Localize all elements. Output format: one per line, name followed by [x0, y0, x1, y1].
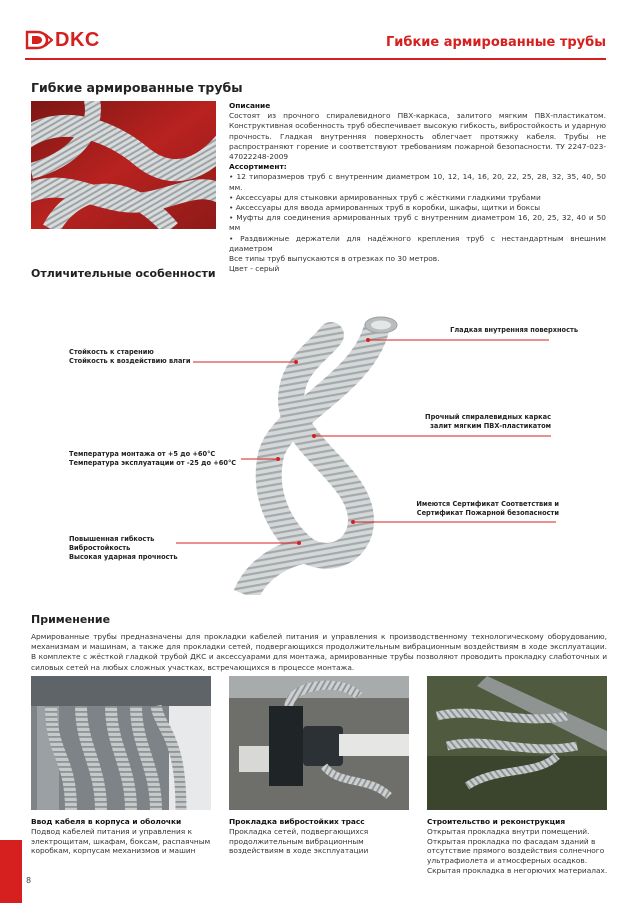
dkc-logo-icon: [25, 30, 53, 50]
feature-line: Гладкая внутренняя поверхность: [450, 326, 578, 334]
feature-line: Имеются Сертификат Соответствия и: [416, 500, 559, 508]
page-header: [0, 0, 638, 62]
feature-label-aging: [69, 348, 190, 366]
photo-cabinet-entry: [31, 676, 211, 810]
header-divider: [25, 58, 606, 60]
caption-line: Прокладка сетей, подвергающихся: [229, 826, 369, 836]
caption-line: Открытая прокладка по фасадам зданий в: [427, 836, 596, 846]
caption-line: Скрытая прокладка в негорючих материалах.: [427, 865, 608, 875]
feature-line: Сертификат Пожарной безопасности: [416, 509, 559, 517]
feature-line: Повышенная гибкость: [69, 535, 155, 543]
caption-line: воздействиям в ходе эксплуатации: [229, 846, 369, 856]
color-note: Цвет - серый: [229, 264, 280, 274]
length-note: Все типы труб выпускаются в отрезках по 30 метров.: [229, 254, 440, 264]
description-block: [229, 101, 606, 274]
feature-label-smooth-inner: [450, 326, 578, 335]
assortment-item: • Раздвижные держатели для надёжного крепления труб с нестандартным внешним диаметром: [229, 233, 606, 253]
photo-vibration-route: [229, 676, 409, 810]
page-number: 8: [26, 876, 32, 885]
caption-line: отсутствие прямого воздействия солнечного: [427, 846, 605, 856]
corrugated-pipe-illustration: [31, 101, 216, 229]
feature-line: Температура эксплуатации от -25 до +60°C: [69, 459, 237, 467]
assortment-item: • Аксессуары для ввода армированных труб в коробки, шкафы, щитки и боксы: [229, 203, 541, 213]
feature-line: Стойкость к воздействию влаги: [69, 357, 191, 365]
feature-line: залит мягким ПВХ-пластикатом: [430, 422, 551, 430]
header-title: Гибкие армированные трубы: [385, 35, 606, 50]
features-diagram: [31, 295, 606, 595]
feature-line: Температура монтажа от +5 до +60°C: [69, 450, 216, 458]
description-heading: Описание: [229, 101, 271, 110]
photo-construction: [427, 676, 607, 810]
feature-label-flexibility: [69, 535, 178, 562]
caption-line: ультрафиолета и атмосферных осадков.: [427, 856, 588, 866]
caption-line: Подвод кабелей питания и управления к: [31, 826, 193, 836]
page-side-bar: [0, 840, 22, 903]
hero-photo: [31, 101, 216, 229]
dkc-logo: [25, 29, 100, 51]
feature-label-frame: [425, 413, 551, 431]
page-title: Гибкие армированные трубы: [31, 80, 243, 95]
feature-line: Стойкость к старению: [69, 348, 154, 356]
caption-line: продолжительным вибрационным: [229, 836, 364, 846]
features-title: Отличительные особенности: [31, 267, 216, 280]
feature-line: Вибростойкость: [69, 544, 131, 552]
feature-line: Высокая ударная прочность: [69, 553, 178, 561]
assortment-item: • Аксессуары для стыковки армированных труб с жёсткими гладкими трубами: [229, 192, 541, 202]
assortment-heading: Ассортимент:: [229, 162, 287, 172]
caption-cabinet-entry: [31, 817, 221, 856]
caption-vibration-route: [229, 817, 419, 856]
application-title: Применение: [31, 613, 111, 626]
assortment-item: • Муфты для соединения армированных труб с внутренним диаметром 16, 20, 25, 32, 40 и 50 мм: [229, 213, 606, 233]
caption-line: Открытая прокладка внутри помещений.: [427, 826, 590, 836]
caption-line: коробкам, корпусам механизмов и машин: [31, 846, 196, 856]
description-text: Состоят из прочного спиралевидного ПВХ-каркаса, залитого мягким ПВХ-пластикатом. Конструктивная особенность труб обеспечивает высокую гибкость, вибростойкость и ударную прочность. Гладкая внутренняя поверхность облегчает протяжку кабеля. Трубы не распространяют горение и соответствуют требованиям пожарной безопасности. ТУ 2247-023-47022248-2009: [229, 111, 606, 162]
application-text: Армированные трубы предназначены для прокладки кабелей питания и управления к производственному технологическому оборудованию, механизмам и машинам, а также для прокладки сетей, подвергающихся продолжительным вибрационным воздействиям в ходе эксплуатации. В комплекте с жёсткой гладкой трубой ДКС и аксессуарами для монтажа, армированные трубы позволяют проводить прокладку слаботочных и силовых сетей на любых сложных участках, встречающихся в процессе монтажа.: [31, 632, 607, 672]
caption-line: электрощитам, шкафам, боксам, распаячным: [31, 836, 211, 846]
logo-text: DKC: [55, 29, 100, 51]
feature-line: Прочный спиралевидных каркас: [425, 413, 551, 421]
feature-label-certificates: [416, 500, 559, 518]
assortment-item: • 12 типоразмеров труб с внутренним диаметром 10, 12, 14, 16, 20, 22, 25, 28, 32, 35, 40, 50 мм.: [229, 172, 606, 192]
caption-title: Прокладка вибростойких трасс: [229, 817, 365, 826]
caption-construction: [427, 817, 612, 876]
caption-title: Ввод кабеля в корпуса и оболочки: [31, 817, 182, 826]
feature-label-temperature: [69, 450, 236, 468]
caption-title: Строительство и реконструкция: [427, 817, 566, 826]
